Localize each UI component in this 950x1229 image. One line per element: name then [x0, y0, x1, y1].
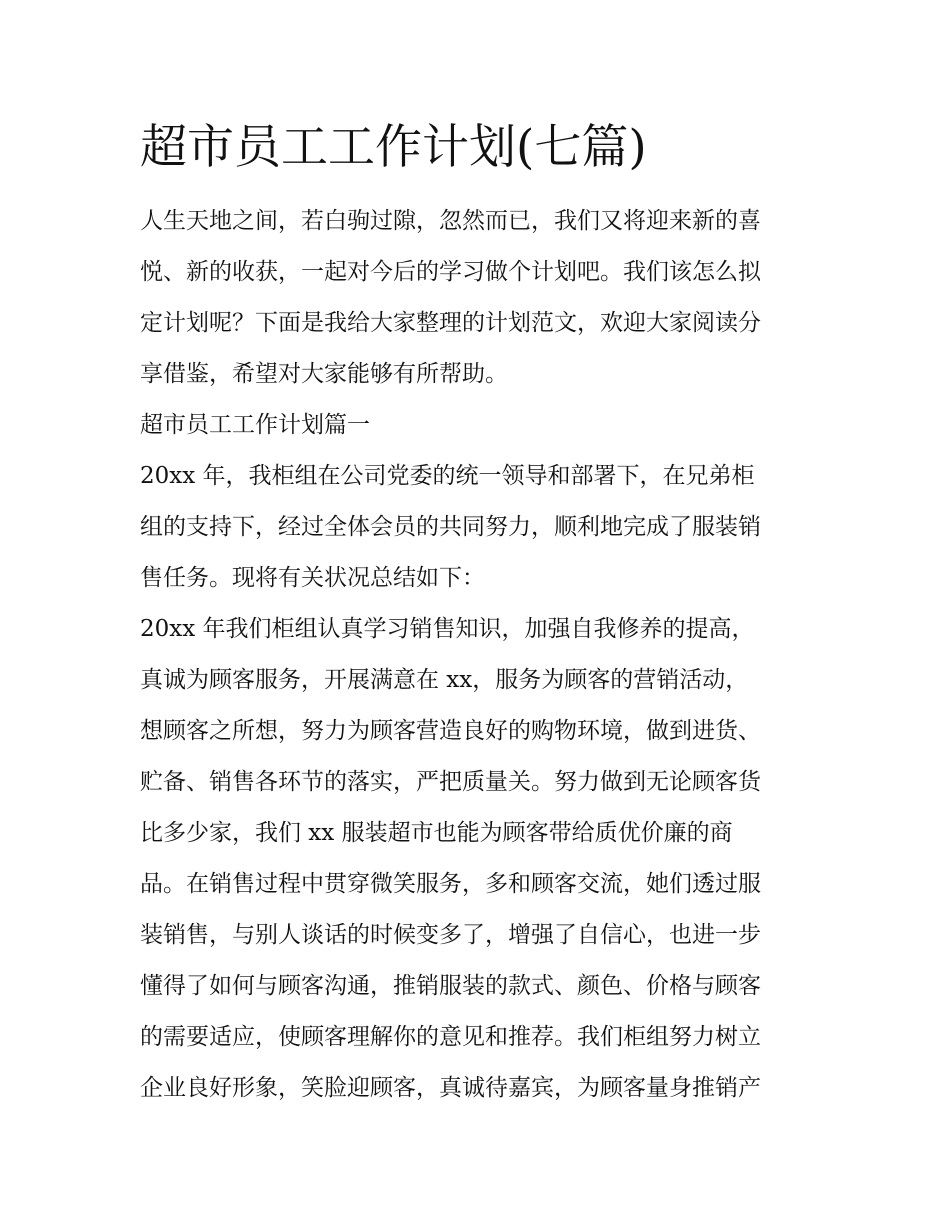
paragraph-line: 真诚为顾客服务，开展满意在 xx，服务为顾客的营销活动，	[140, 667, 749, 693]
section-heading: 超市员工工作计划篇一	[140, 412, 370, 438]
paragraph-line: 售任务。现将有关状况总结如下：	[140, 565, 485, 591]
intro-paragraph	[140, 196, 815, 400]
paragraph-line: 品。在销售过程中贯穿微笑服务，多和顾客交流，她们透过服	[140, 871, 761, 897]
intro-line: 悦、新的收获，一起对今后的学习做个计划吧。我们该怎么拟	[140, 259, 761, 285]
paragraph-line: 的需要适应，使顾客理解你的意见和推荐。我们柜组努力树立	[140, 1024, 761, 1050]
paragraph-line: 20xx 年我们柜组认真学习销售知识，加强自我修养的提高，	[140, 616, 755, 642]
paragraph-line: 比多少家，我们 xx 服装超市也能为顾客带给质优价廉的商	[140, 820, 733, 846]
paragraph-line: 装销售，与别人谈话的时候变多了，增强了自信心，也进一步	[140, 922, 761, 948]
paragraph-line: 贮备、销售各环节的落实，严把质量关。努力做到无论顾客货	[140, 769, 761, 795]
document-title: 超市员工工作计划(七篇)	[140, 120, 647, 175]
intro-line: 人生天地之间，若白驹过隙，忽然而已，我们又将迎来新的喜	[140, 208, 761, 234]
paragraph-line: 20xx 年，我柜组在公司党委的统一领导和部署下，在兄弟柜	[140, 463, 755, 489]
intro-line: 享借鉴，希望对大家能够有所帮助。	[140, 361, 508, 387]
intro-line: 定计划呢？下面是我给大家整理的计划范文，欢迎大家阅读分	[140, 310, 761, 336]
paragraph-2	[140, 604, 815, 1114]
paragraph-line: 想顾客之所想，努力为顾客营造良好的购物环境，做到进货、	[140, 718, 761, 744]
paragraph-line: 企业良好形象，笑脸迎顾客，真诚待嘉宾，为顾客量身推销产	[140, 1075, 761, 1101]
paragraph-1	[140, 451, 815, 604]
document-body	[140, 112, 815, 1114]
paragraph-line: 懂得了如何与顾客沟通，推销服装的款式、颜色、价格与顾客	[140, 973, 761, 999]
paragraph-line: 组的支持下，经过全体会员的共同努力，顺利地完成了服装销	[140, 514, 761, 540]
